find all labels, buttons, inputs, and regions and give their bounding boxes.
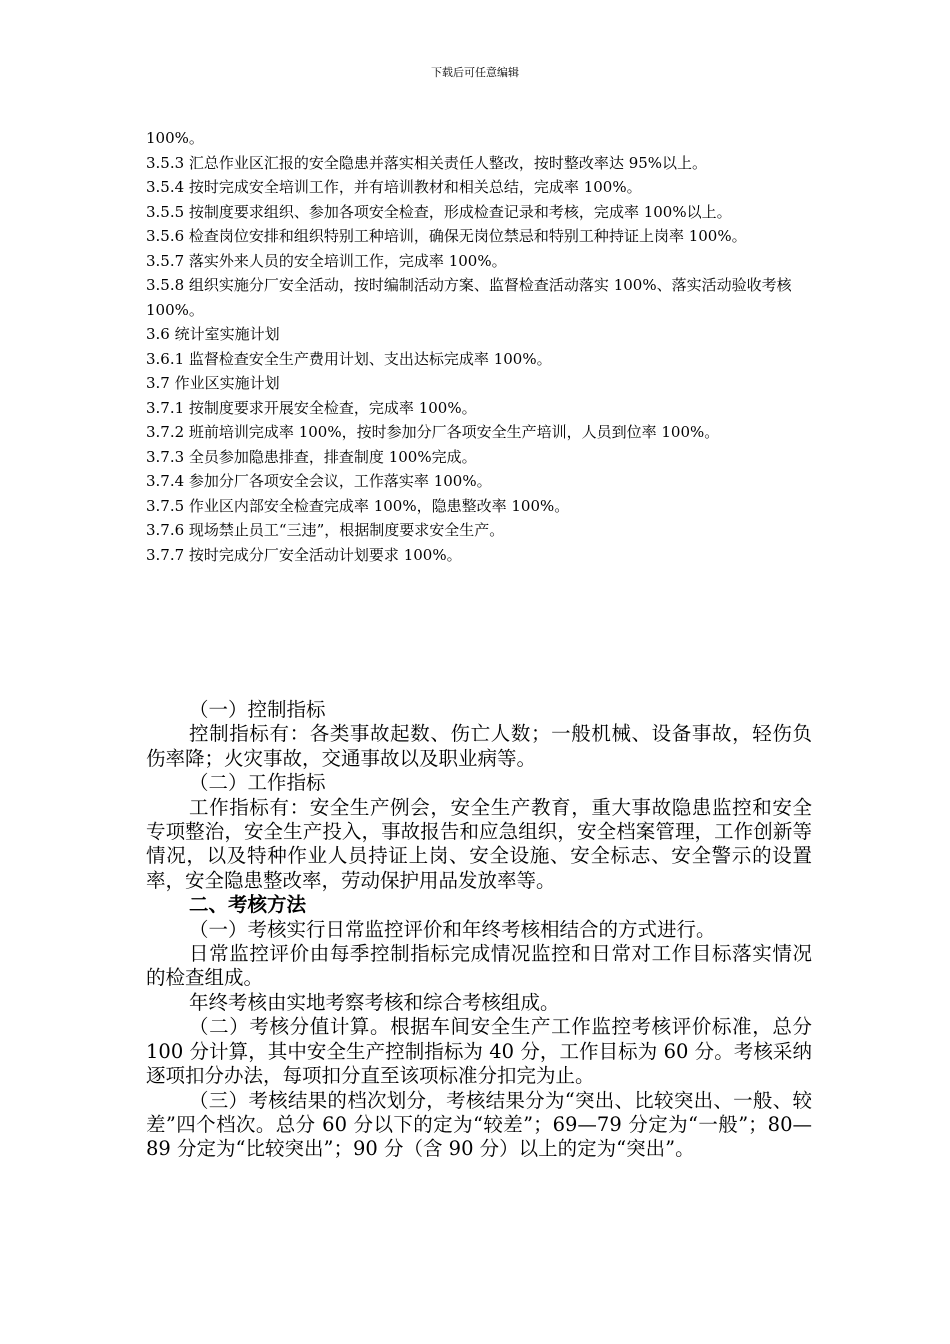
- list-item: 3.5.6 检查岗位安排和组织特别工种培训，确保无岗位禁忌和特别工种持证上岗率 100%。: [146, 227, 747, 245]
- control-index-heading: （一）控制指标: [189, 698, 326, 721]
- plan-list: [146, 126, 826, 567]
- method-paragraph-2: 日常监控评价由每季控制指标完成情况监控和日常对工作目标落实情况的检查组成。: [146, 942, 812, 990]
- list-item: 3.5.5 按制度要求组织、参加各项安全检查，形成检查记录和考核，完成率 100%以上。: [146, 202, 732, 221]
- page-header: 下载后可任意编辑: [431, 66, 519, 79]
- list-item: 3.5.8 组织实施分厂安全活动，按时编制活动方案、监督检查活动落实 100%、落实活动验收考核 100%。: [146, 276, 792, 319]
- method-paragraph-5: （三）考核结果的档次划分，考核结果分为“突出、比较突出、一般、较差”四个档次。总分 60 分以下的定为“较差”；69—79 分定为“一般”；80—89 分定为“比较突出”；90 分（含 90 分）以上的定为“突出”。: [146, 1088, 812, 1161]
- list-item: 100%。: [146, 129, 204, 147]
- list-item: 3.7.6 现场禁止员工“三违”，根据制度要求安全生产。: [146, 521, 505, 539]
- list-item: 3.5.4 按时完成安全培训工作，并有培训教材和相关总结，完成率 100%。: [146, 178, 642, 196]
- list-item: 3.7.3 全员参加隐患排查，排查制度 100%完成。: [146, 447, 477, 466]
- list-item: 3.7.4 参加分厂各项安全会议，工作落实率 100%。: [146, 472, 492, 490]
- list-item: 3.7.7 按时完成分厂安全活动计划要求 100%。: [146, 545, 462, 564]
- list-item: 3.6 统计室实施计划: [146, 325, 280, 343]
- work-index-heading: （二）工作指标: [189, 771, 326, 795]
- list-item: 3.5.7 落实外来人员的安全培训工作，完成率 100%。: [146, 251, 507, 270]
- method-paragraph-4: （二）考核分值计算。根据车间安全生产工作监控考核评价标准，总分 100 分计算，其中安全生产控制指标为 40 分，工作目标为 60 分。考核采纳逐项扣分办法，每项扣分直至该项标准分扣完为止。: [146, 1015, 812, 1088]
- list-item: 3.7.5 作业区内部安全检查完成率 100%，隐患整改率 100%。: [146, 496, 570, 515]
- list-item: 3.7.1 按制度要求开展安全检查，完成率 100%。: [146, 398, 477, 417]
- list-item: 3.7 作业区实施计划: [146, 374, 280, 392]
- list-item: 3.5.3 汇总作业区汇报的安全隐患并落实相关责任人整改，按时整改率达 95%以上。: [146, 153, 708, 172]
- list-item: 3.7.2 班前培训完成率 100%，按时参加分厂各项安全生产培训，人员到位率 100%。: [146, 423, 720, 441]
- assessment-section: [146, 698, 812, 1162]
- list-item: 3.6.1 监督检查安全生产费用计划、支出达标完成率 100%。: [146, 349, 552, 368]
- method-paragraph-3: 年终考核由实地考察考核和综合考核组成。: [189, 990, 560, 1014]
- work-index-paragraph: 工作指标有：安全生产例会，安全生产教育，重大事故隐患监控和安全专项整治，安全生产投入，事故报告和应急组织，安全档案管理，工作创新等情况，以及特种作业人员持证上岗、安全设施、安全标志、安全警示的设置率，安全隐患整改率，劳动保护用品发放率等。: [146, 795, 812, 892]
- method-heading: 二、考核方法: [189, 893, 307, 917]
- control-index-paragraph: 控制指标有：各类事故起数、伤亡人数；一般机械、设备事故，轻伤负伤率降；火灾事故，交通事故以及职业病等。: [146, 722, 812, 770]
- method-paragraph-1: （一）考核实行日常监控评价和年终考核相结合的方式进行。: [189, 917, 716, 941]
